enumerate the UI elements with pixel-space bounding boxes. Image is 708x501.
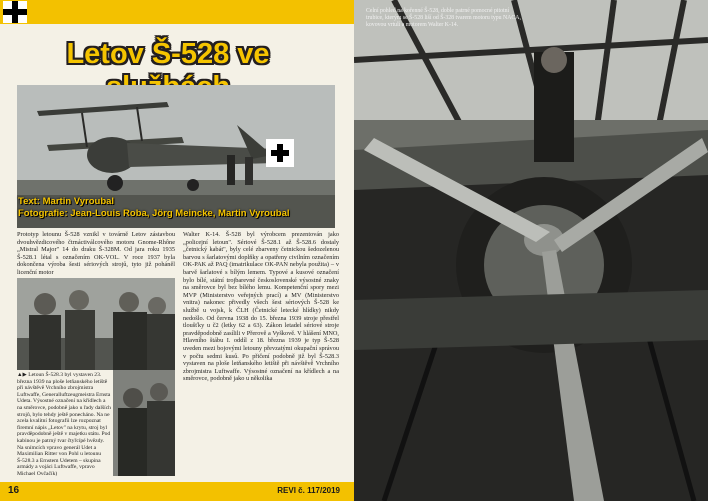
right-caption: Celní pohled na kořenné Š-528, doble patrné pomocné pitotní trubice, kterým se Š-528 liší od Š-328 tvarem motoru typu NACA, kovovou vrtulí a motorem Walter K-14.: [366, 8, 521, 28]
page-number: 16: [8, 485, 20, 496]
body-column-2: Walter K-14. Š-528 byl výrobcem prezentován jako „policejní letoun". Sériové Š-528.1 až Š-528.6 dostaly „četnický kabát", byly celé zbarveny četnickou šedozelenou barvou s šarlatovými doplňky a opatřeny civilním označením OK-PAK až PAQ (imatrikulace OK-PAN nebyla použita) – v barvě šarlatové s bílým lemem. Typové a kusové označení bylo bílé, státní trojbarevné československé výsostné znaky na směrovce byl bez bílého lemu. Kompetenční spory mezi MVP (Ministerstvo veřejných prací) a MV (Ministerstvo vnitra) nakonec přivedly všech šest sériových Š-528 ke službě u vojsk, k ČLH (Četnické letecké hlídky) nikdy nedošlo. Od června 1938 do 15. března 1939 stroje přestřel tloušťky u č2 (letky 62 a 63). Zákon letadel sériové stroje pravděpodobně zasílili v Přerově a Vyškově. V hlášení MNO, Hlavního štábu I. oddíl z 18. března 1939 je typ Š-528 uveden mezi bojovými letouny převzatými okupační správou v počtu sedmi kusů. Po přičení podobně již byl Š-528.3 vystaven na ploše letňanského letiště při návštěvě Vrchního zbrojmistra Luftwaffe. Výsostné označení na křídlech a na směrovce, podobně jako u několika: [183, 231, 339, 383]
udet-photo: [113, 370, 175, 476]
title-line-1: Letov Š-528 ve: [66, 38, 270, 70]
credit-photos: Fotografie: Jean-Louis Roba, Jörg Meincke, Martin Vyroubal: [18, 208, 290, 219]
officers-illustration: [17, 278, 175, 370]
credit-text-author: Text: Martin Vyroubal: [18, 196, 115, 207]
balkenkreuz-icon: [2, 0, 28, 24]
right-page: [354, 0, 708, 501]
article-credits: [18, 196, 290, 220]
issue-label: REVI č. 117/2019: [277, 486, 340, 495]
officers-photo: [17, 278, 175, 370]
propeller-photo: [354, 0, 708, 501]
body-column-1: Prototyp letounu Š-528 vznikl v továrně Letov zástavbou dvouhvězdicového čtrnáctiválcového motoru Gnome-Rhône „Mistral Major" 14 do draku Š-328M. Od jara roku 1935 Š-528.1 létal s označením OK-VOL. V roce 1937 byla dokončena výroba šesti sériových strojů, tyto již poháněl licenční motor: [17, 231, 175, 276]
top-bar: [0, 0, 354, 24]
udet-illustration: [113, 370, 175, 476]
photo-caption: ▲▶ Letoun Š-528.3 byl vystaven 23. března 1939 na ploše letňanského letiště při návštěvě Vrchního zbrojmistra Luftwaffe, Generalluftzeugmeistra Ernsta Udeta. Výsostné označení na křídlech a na směrovce, podobně jako u řady dalších strojů, bylo tehdy ještě ponecháno. Na ne zcela kvalitní fotografii lze rozpoznat firemní nápis „Letov" na krytu, stroj byl pravděpodobně ještě v majetku státu. Pod kabinou je patrný tvar čtyřcípé hvězdy. Na snímcích vpravo generál Udet a Maximilian Ritter von Pohl u letounu Š-528.3 a Ernstem Udetem – skupina armády a vojáci Luftwaffe, vpravo Michael Ovčačík): [17, 372, 111, 477]
